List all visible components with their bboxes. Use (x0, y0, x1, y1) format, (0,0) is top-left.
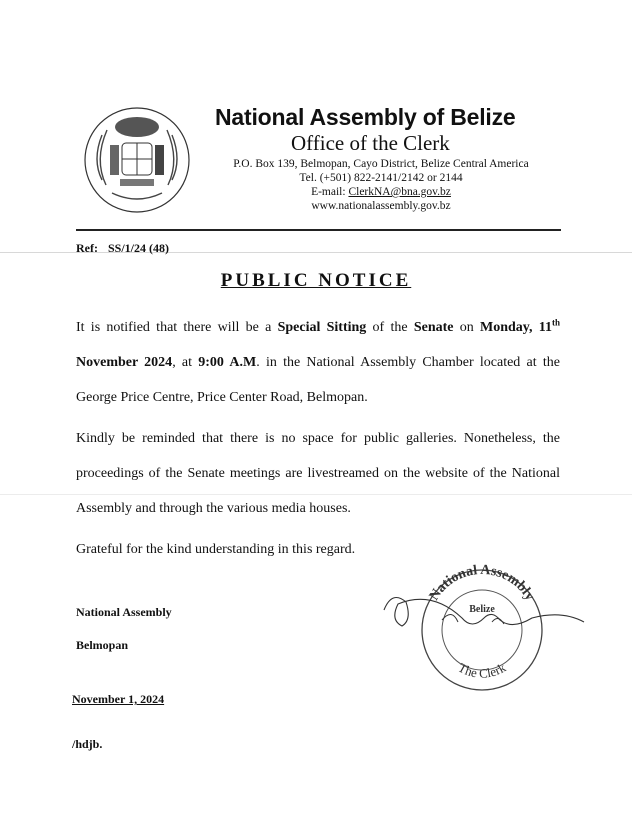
stamp-bottom-text: The Clerk (455, 659, 509, 681)
notice-date: November 1, 2024 (72, 692, 165, 706)
email-line (216, 185, 546, 199)
office-name: Office of the Clerk (291, 131, 450, 155)
email-link[interactable]: ClerkNA@bna.gov.bz (348, 186, 451, 198)
belize-coat-of-arms-crest (82, 105, 192, 215)
text: on (453, 320, 480, 335)
notice-paragraph-1 (76, 310, 560, 415)
signatory-line-2: Belmopan (76, 638, 129, 652)
reference-line (76, 241, 169, 256)
ordinal-suffix: th (551, 317, 560, 328)
signatory-line-1: National Assembly (76, 605, 172, 619)
clerk-seal-stamp (372, 560, 592, 700)
organization-name: National Assembly of Belize (215, 104, 516, 130)
reference-label: Ref: (76, 241, 98, 255)
website-link[interactable]: www.nationalassembly.gov.bz (311, 200, 451, 212)
postal-address: P.O. Box 139, Belmopan, Cayo District, Belize Central America (233, 158, 529, 170)
chamber-name: Senate (413, 320, 454, 335)
svg-text:The Clerk (456, 660, 509, 681)
notice-paragraph-2: Kindly be reminded that there is no space for public galleries. Nonetheless, the proceedings of the Senate meetings are livestreamed on the website of the National Assembly and through the various media houses. (76, 431, 560, 516)
typist-initials: /hdjb. (72, 737, 103, 751)
svg-text:National Assembly (427, 563, 537, 604)
sitting-month-year: November 2024 (76, 355, 173, 370)
sitting-day: Monday, 11 (479, 320, 552, 335)
notice-paragraph-3: Grateful for the kind understanding in this regard. (76, 542, 356, 557)
sitting-time: 9:00 A.M (198, 355, 257, 370)
letterhead-divider (76, 229, 561, 231)
telephone: Tel. (+501) 822-2141/2142 or 2144 (299, 172, 463, 184)
event-type: Special Sitting (277, 320, 367, 335)
text: . in the National Assembly Chamber located at the George Price Centre, Price Center Road, Belmopan. (76, 355, 560, 405)
text: of the (366, 320, 414, 335)
reference-number: SS/1/24 (48) (107, 241, 169, 255)
notice-title: PUBLIC NOTICE (220, 270, 412, 291)
email-label: E-mail: (311, 186, 349, 198)
stamp-center-text: Belize (469, 604, 495, 615)
stamp-top-text: National Assembly (426, 562, 538, 604)
text: , at (172, 355, 199, 370)
text: It is notified that there will be a (76, 320, 278, 335)
